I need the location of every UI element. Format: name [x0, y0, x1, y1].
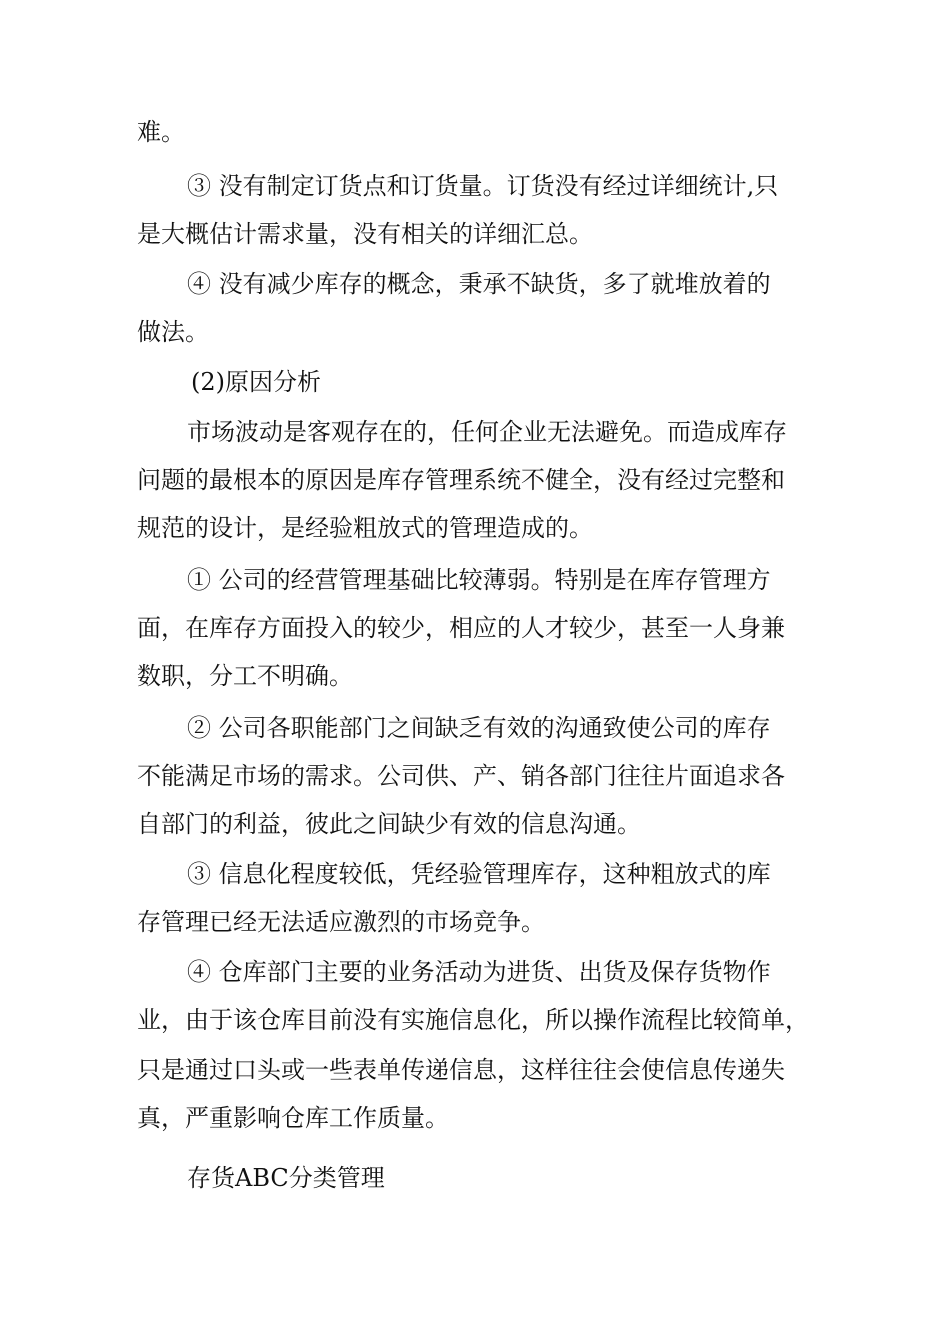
text-line: 只是通过口头或一些表单传递信息，这样往往会使信息传递失: [137, 1056, 785, 1084]
text-line: ④ 仓库部门主要的业务活动为进货、出货及保存货物作: [187, 958, 771, 986]
text-line: ③ 信息化程度较低，凭经验管理库存，这种粗放式的库: [187, 860, 771, 888]
text-line: ④ 没有减少库存的概念，秉承不缺货，多了就堆放着的: [187, 270, 771, 298]
text-line: 难。: [137, 118, 185, 146]
text-line: 不能满足市场的需求。公司供、产、销各部门往往片面追求各: [137, 762, 785, 790]
text-line: 自部门的利益，彼此之间缺少有效的信息沟通。: [137, 810, 641, 838]
section-heading: (2)原因分析: [191, 368, 321, 396]
section-heading: 存货ABC分类管理: [187, 1164, 385, 1192]
text-line: 存管理已经无法适应激烈的市场竞争。: [137, 908, 545, 936]
text-line: 做法。: [137, 318, 209, 346]
text-line: 是大概估计需求量，没有相关的详细汇总。: [137, 220, 593, 248]
text-line: ① 公司的经营管理基础比较薄弱。特别是在库存管理方: [187, 566, 771, 594]
text-line: 规范的设计，是经验粗放式的管理造成的。: [137, 514, 593, 542]
text-line: ② 公司各职能部门之间缺乏有效的沟通致使公司的库存: [187, 714, 771, 742]
text-line: 面，在库存方面投入的较少，相应的人才较少，甚至一人身兼: [137, 614, 785, 642]
text-line: 真，严重影响仓库工作质量。: [137, 1104, 449, 1132]
text-line: ③ 没有制定订货点和订货量。订货没有经过详细统计,只: [187, 172, 779, 200]
text-line: 问题的最根本的原因是库存管理系统不健全，没有经过完整和: [137, 466, 785, 494]
text-line: 业，由于该仓库目前没有实施信息化，所以操作流程比较简单，: [137, 1006, 809, 1034]
text-line: 数职，分工不明确。: [137, 662, 353, 690]
text-line: 市场波动是客观存在的，任何企业无法避免。而造成库存: [187, 418, 787, 446]
